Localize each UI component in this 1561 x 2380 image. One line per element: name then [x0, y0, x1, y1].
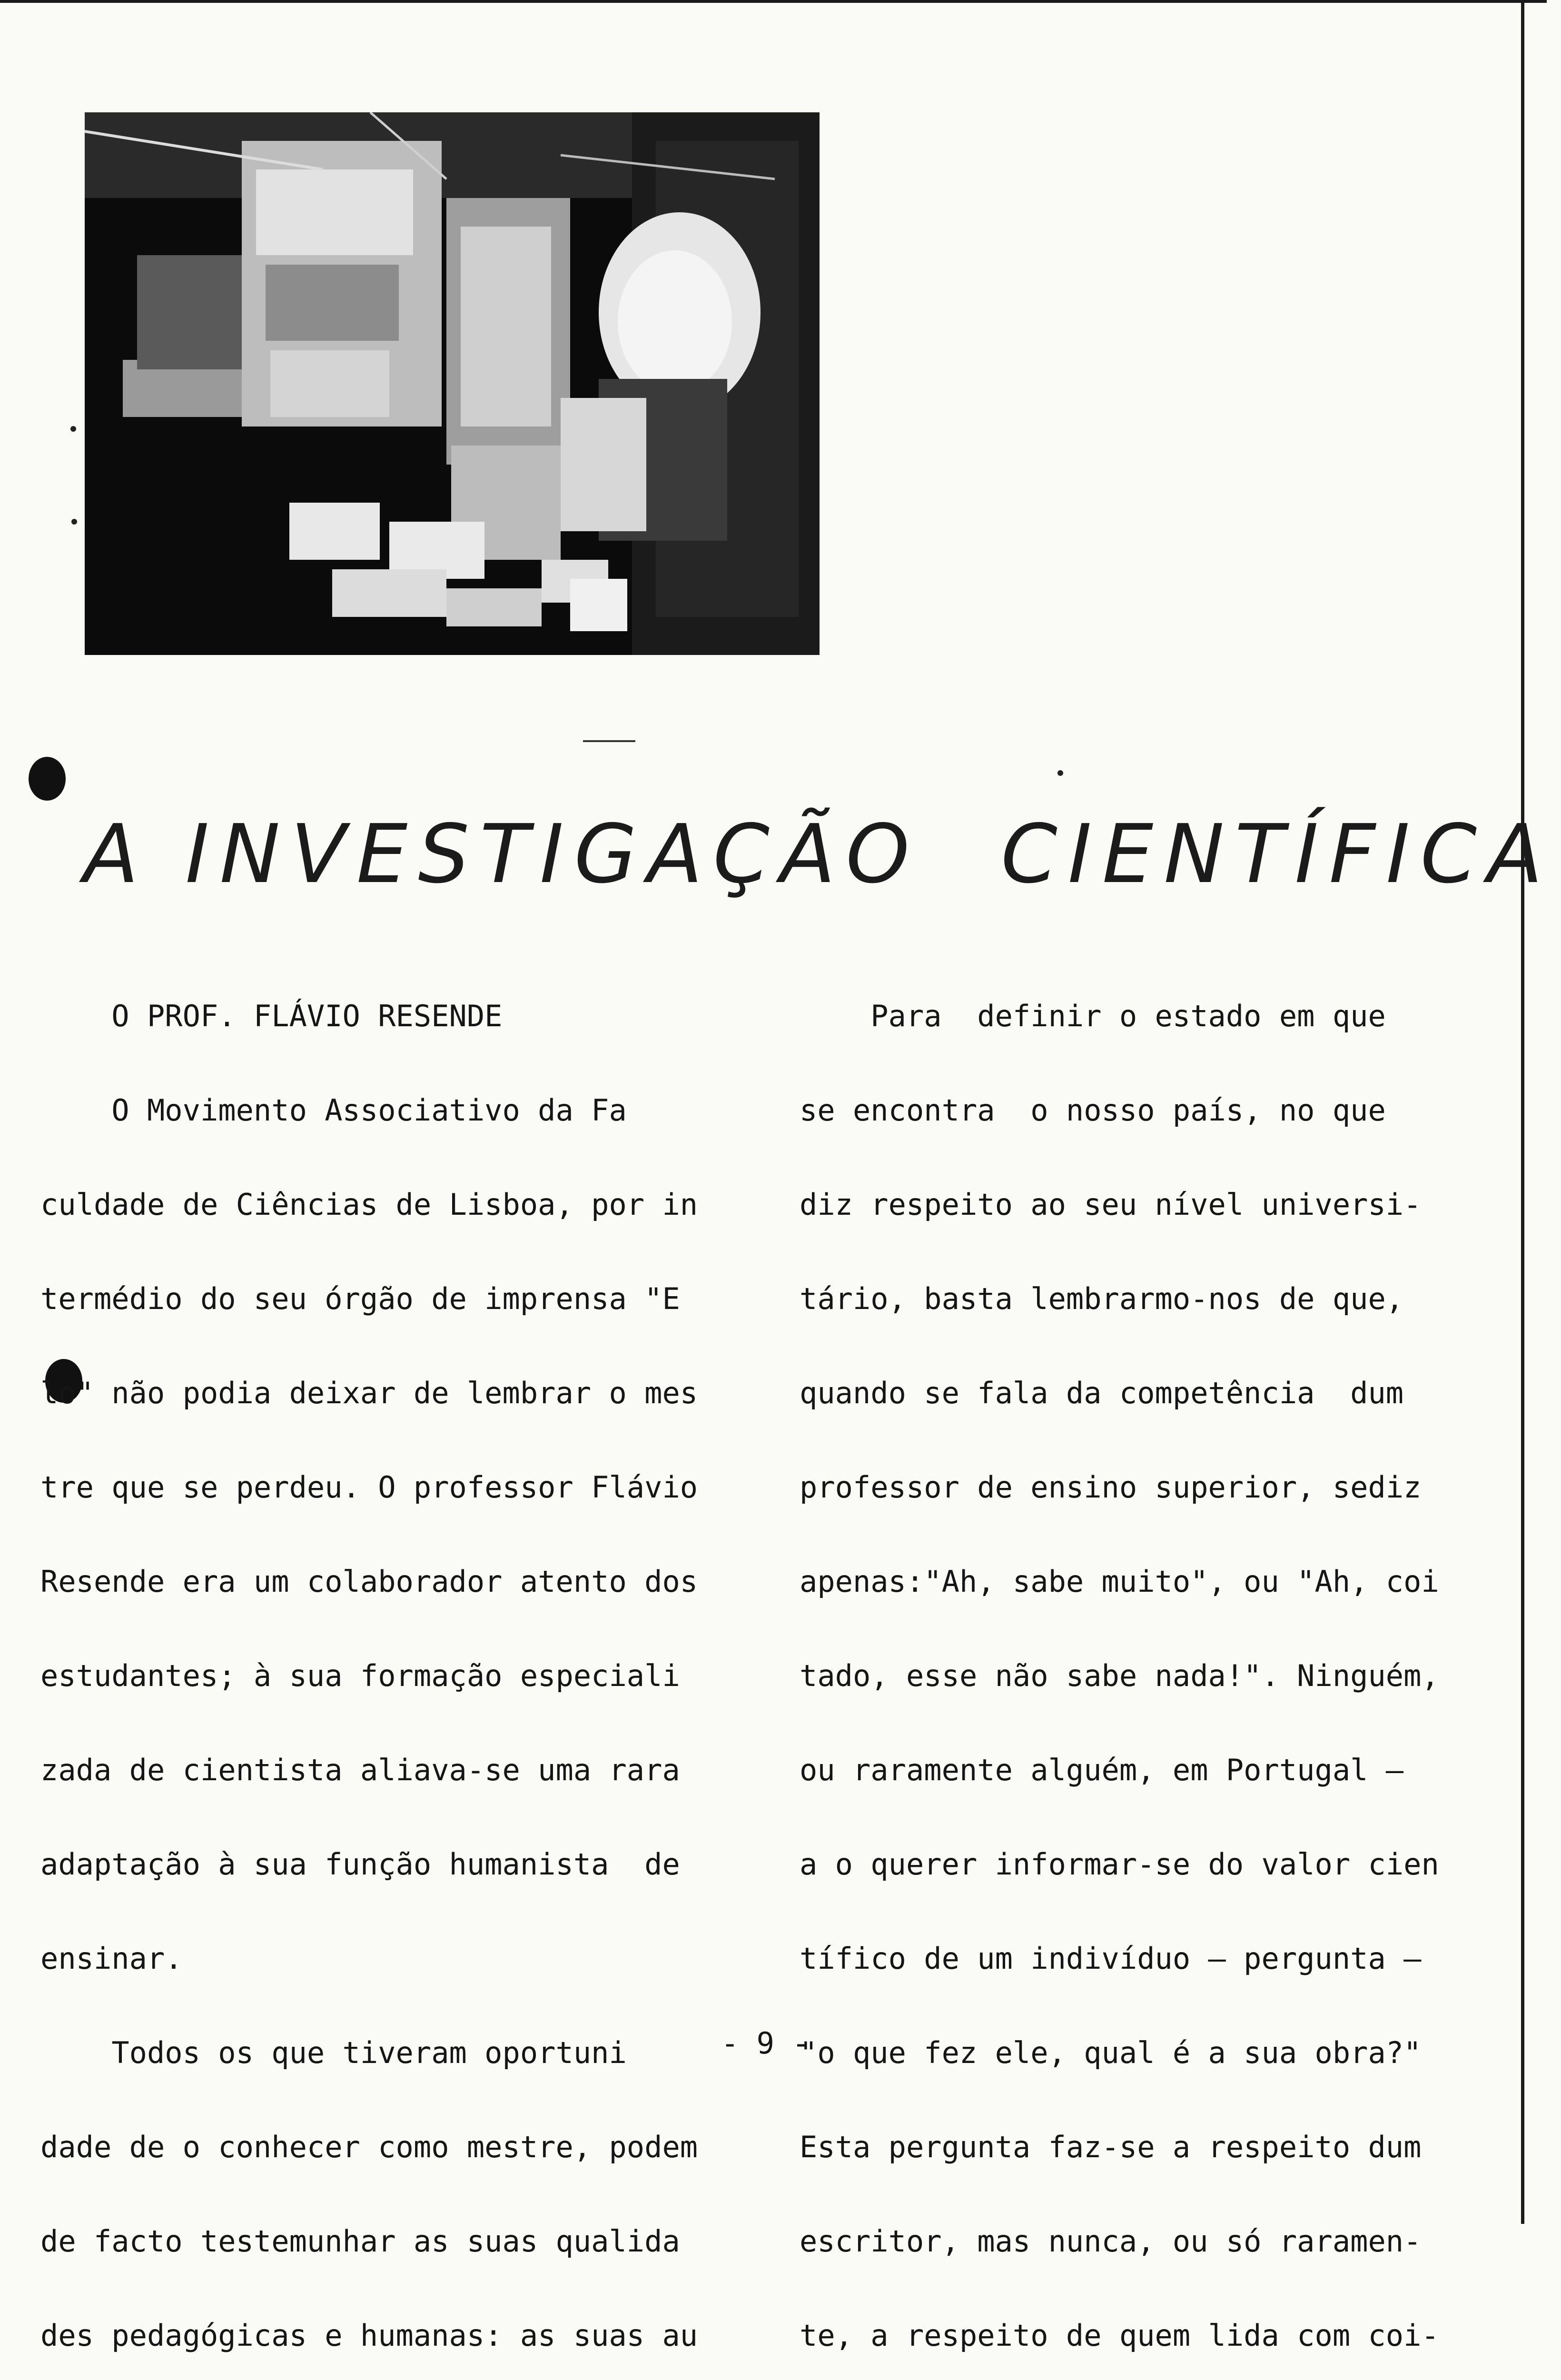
text-line: Todos os que tiveram oportuni — [40, 2035, 627, 2070]
text-line: zada de cientista aliava-se uma rara — [40, 1753, 680, 1787]
text-line: tre que se perdeu. O professor Flávio — [40, 1470, 698, 1505]
stray-dot — [1057, 770, 1063, 776]
stray-dot — [71, 519, 77, 525]
punch-hole-top — [29, 757, 66, 801]
text-line: estudantes; à sua formação especiali — [40, 1658, 680, 1693]
text-line: te, a respeito de quem lida com coi- — [800, 2318, 1439, 2353]
title-word-investigacao: A INVESTIGAÇÃO — [83, 807, 920, 902]
article-title — [83, 807, 1553, 902]
text-line: quando se fala da competência dum — [800, 1376, 1404, 1410]
text-line: professor de ensino superior, sediz — [800, 1470, 1422, 1505]
text-line: O Movimento Associativo da Fa — [40, 1093, 627, 1128]
text-line: ou raramente alguém, em Portugal — — [800, 1753, 1404, 1787]
right-text-column — [800, 938, 1494, 2380]
text-line: tário, basta lembrarmo-nos de que, — [800, 1281, 1404, 1316]
text-line: des pedagógicas e humanas: as suas au — [40, 2318, 698, 2353]
text-line: diz respeito ao seu nível universi- — [800, 1187, 1422, 1222]
text-line: Para definir o estado em que — [800, 999, 1386, 1033]
page-number: - 9 - — [721, 2026, 810, 2061]
text-line: "o que fez ele, qual é a sua obra?" — [800, 2035, 1422, 2070]
title-word-cientifica: CIENTÍFICA — [1001, 807, 1553, 902]
text-line: escritor, mas nunca, ou só raramen- — [800, 2224, 1422, 2259]
text-line: culdade de Ciências de Lisboa, por in — [40, 1187, 698, 1222]
text-line: a o querer informar-se do valor cien — [800, 1847, 1439, 1882]
text-line: adaptação à sua função humanista de — [40, 1847, 680, 1882]
text-line: O PROF. FLÁVIO RESENDE — [40, 999, 503, 1033]
text-line: dade de o conhecer como mestre, podem — [40, 2130, 698, 2164]
stray-dot — [70, 426, 76, 432]
laboratory-photo — [85, 112, 820, 655]
separator-dash — [583, 740, 635, 742]
left-text-column — [40, 938, 783, 2380]
page-top-edge — [0, 0, 1547, 3]
laboratory-photo-art — [85, 112, 820, 655]
text-line: Resende era um colaborador atento dos — [40, 1564, 698, 1599]
text-line: Esta pergunta faz-se a respeito dum — [800, 2130, 1422, 2164]
text-line: tado, esse não sabe nada!". Ninguém, — [800, 1658, 1439, 1693]
text-line: tífico de um indivíduo — pergunta — — [800, 1941, 1422, 1976]
text-line: termédio do seu órgão de imprensa "E — [40, 1281, 680, 1316]
page-right-edge — [1521, 0, 1524, 2224]
text-line: se encontra o nosso país, no que — [800, 1093, 1386, 1128]
text-line: apenas:"Ah, sabe muito", ou "Ah, coi — [800, 1564, 1439, 1599]
text-line: lo" não podia deixar de lembrar o mes — [40, 1376, 698, 1410]
text-line: ensinar. — [40, 1941, 183, 1976]
text-line: de facto testemunhar as suas qualida — [40, 2224, 680, 2259]
